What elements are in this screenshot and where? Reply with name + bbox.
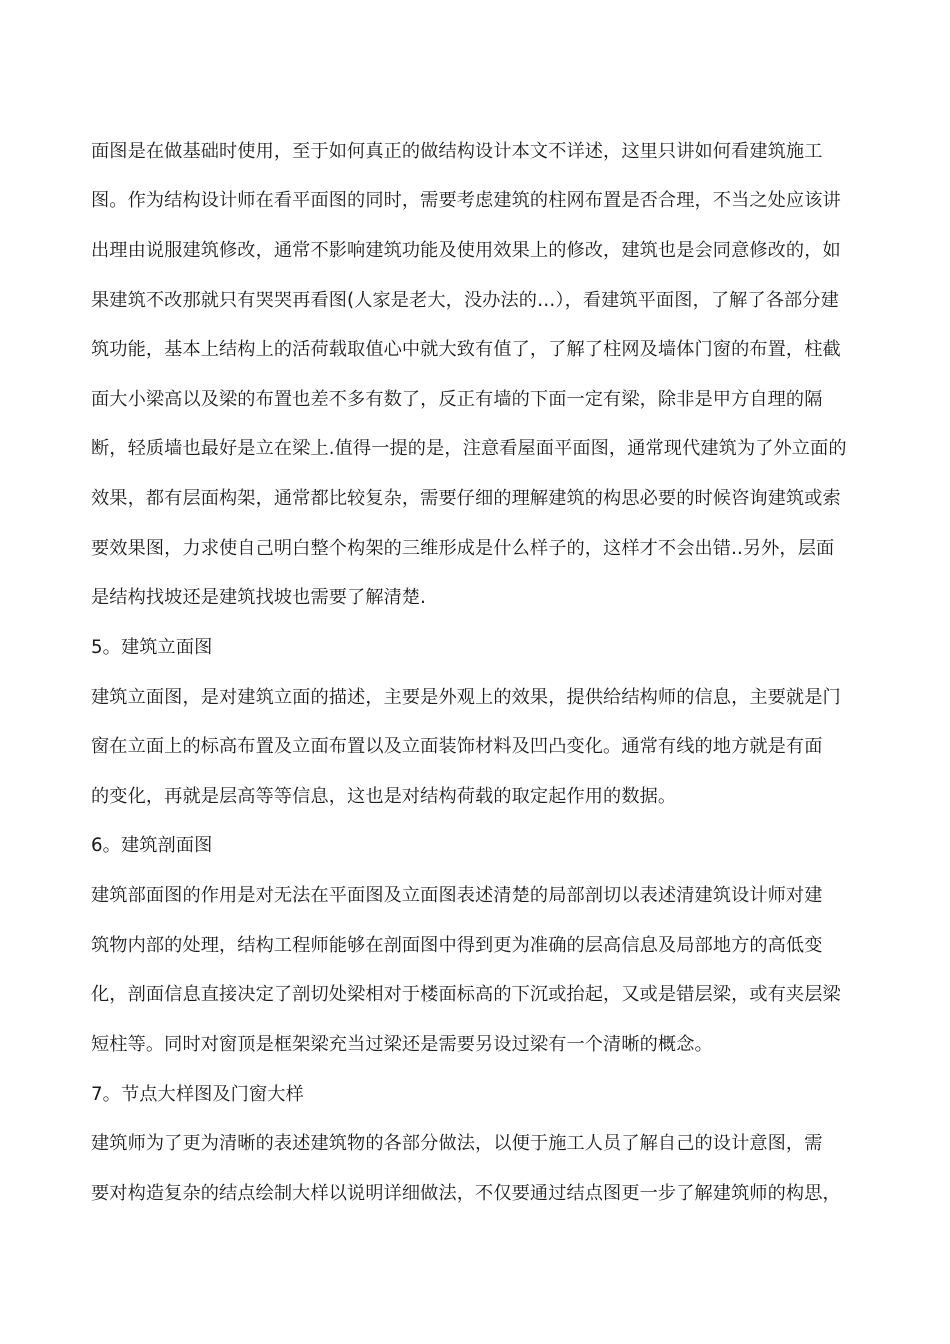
paragraph-line: 面图是在做基础时使用，至于如何真正的做结构设计本文不详述，这里只讲如何看建筑施工 (91, 141, 823, 162)
paragraph-line: 建筑立面图，是对建筑立面的描述，主要是外观上的效果，提供给结构师的信息，主要就是门 (91, 687, 841, 708)
paragraph-line: 窗在立面上的标高布置及立面布置以及立面装饰材料及凹凸变化。通常有线的地方就是有面 (91, 736, 823, 757)
paragraph-line: 化，剖面信息直接决定了剖切处梁相对于楼面标高的下沉或抬起，又或是错层梁，或有夹层梁 (91, 984, 841, 1005)
paragraph-line: 的变化，再就是层高等等信息，这也是对结构荷载的取定起作用的数据。 (91, 786, 677, 807)
paragraph-line: 筑功能，基本上结构上的活荷载取值心中就大致有值了，了解了柱网及墙体门窗的布置，柱截 (91, 339, 841, 360)
paragraph-line: 筑物内部的处理，结构工程师能够在剖面图中得到更为准确的层高信息及局部地方的高低变 (91, 935, 823, 956)
paragraph-line: 出理由说服建筑修改，通常不影响建筑功能及使用效果上的修改，建筑也是会同意修改的，如 (91, 240, 841, 261)
paragraph-line: 图。作为结构设计师在看平面图的同时，需要考虑建筑的柱网布置是否合理，不当之处应该讲 (91, 190, 841, 211)
paragraph-line: 短柱等。同时对窗顶是框架梁充当过梁还是需要另设过梁有一个清晰的概念。 (91, 1034, 713, 1055)
paragraph-line: 建筑师为了更为清晰的表述建筑物的各部分做法，以便于施工人员了解自己的设计意图，需 (91, 1133, 823, 1154)
paragraph-line: 断，轻质墙也最好是立在梁上.值得一提的是，注意看屋面平面图，通常现代建筑为了外立面的 (91, 438, 847, 459)
section-heading-7: 7。节点大样图及门窗大样 (91, 1084, 304, 1105)
paragraph-line: 是结构找坡还是建筑找坡也需要了解清楚. (91, 587, 427, 608)
paragraph-line: 要效果图，力求使自己明白整个构架的三维形成是什么样子的，这样才不会出错..另外，层面 (91, 538, 835, 559)
section-heading-6: 6。建筑剖面图 (91, 835, 213, 856)
paragraph-line: 面大小梁高以及梁的布置也差不多有数了，反正有墙的下面一定有梁，除非是甲方自理的隔 (91, 389, 823, 410)
paragraph-line: 效果，都有层面构架，通常都比较复杂，需要仔细的理解建筑的构思必要的时候咨询建筑或索 (91, 488, 841, 509)
paragraph-line: 果建筑不改那就只有哭哭再看图(人家是老大，没办法的…），看建筑平面图，了解了各部分建 (91, 290, 839, 311)
paragraph-line: 建筑部面图的作用是对无法在平面图及立面图表述清楚的局部剖切以表述清建筑设计师对建 (91, 885, 823, 906)
section-heading-5: 5。建筑立面图 (91, 637, 213, 658)
paragraph-line: 要对构造复杂的结点绘制大样以说明详细做法，不仅要通过结点图更一步了解建筑师的构思， (91, 1183, 841, 1204)
